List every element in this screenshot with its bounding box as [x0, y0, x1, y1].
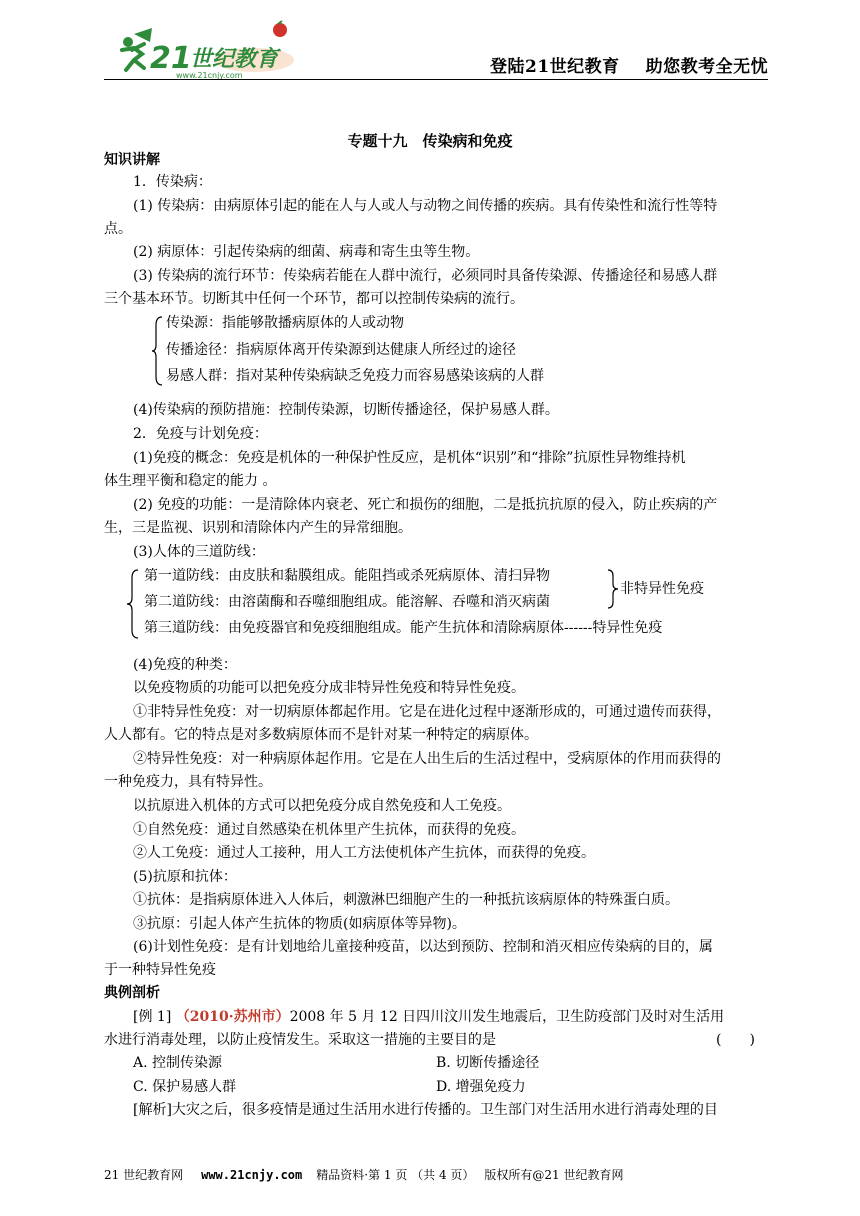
page-title: 专题十九 传染病和免疫: [347, 132, 513, 150]
paragraph-definition-line2: 点。: [104, 221, 132, 237]
logo-text: 世纪教育: [190, 47, 279, 72]
header-divider: [104, 79, 768, 80]
paragraph-artificial-immunity: ②人工免疫：通过人工接种，用人工方法使机体产生抗体，而获得的免疫。: [133, 845, 595, 861]
option-c: C. 保护易感人群: [133, 1079, 237, 1095]
paragraph-antibody: ①抗体：是指病原体进入人体后，刺激淋巴细胞产生的一种抵抗该病原体的特殊蛋白质。: [133, 892, 679, 908]
paragraph-immunity-function-line2: 生，三是监视、识别和清除体内产生的异常细胞。: [104, 520, 412, 536]
paragraph-nonspecific-line1: ①非特异性免疫：对一切病原体都起作用。它是在进化过程中逐渐形成的，可通过遗传而获得，: [133, 704, 721, 720]
paragraph-immunity-function-line1: (2) 免疫的功能：一是清除体内衰老、死亡和损伤的细胞，二是抵抗抗原的侵入，防止疾病的产: [133, 497, 718, 513]
paragraph-prevention: (4)传染病的预防措施：控制传染源，切断传播途径，保护易感人群。: [133, 402, 559, 418]
defense-line-second: 第二道防线：由溶菌酶和吞噬细胞组成。能溶解、吞噬和消灭病菌: [144, 594, 550, 610]
paragraph-immunity-concept-line2: 体生理平衡和稳定的能力 。: [104, 473, 277, 489]
logo-number: 21: [150, 41, 192, 76]
example-1-source: （2010·苏州市）: [175, 1009, 290, 1025]
option-a: A. 控制传染源: [133, 1055, 223, 1071]
left-brace-icon: [126, 568, 140, 640]
nonspecific-immunity-label: 非特异性免疫: [620, 581, 704, 597]
runner-logo-icon: [104, 20, 294, 82]
paragraph-immunity-types-intro: 以免疫物质的功能可以把免疫分成非特异性免疫和特异性免疫。: [133, 680, 525, 696]
footer-left: 21 世纪教育网: [104, 1168, 184, 1182]
option-b: B. 切断传播途径: [436, 1055, 540, 1071]
paragraph-planned-immunity-line2: 于一种特异性免疫: [104, 962, 216, 978]
paragraph-planned-immunity-line1: (6)计划性免疫：是有计划地给儿童接种疫苗，以达到预防、控制和消灭相应传染病的目的，属: [133, 939, 713, 955]
paragraph-immunity-heading: 2．免疫与计划免疫：: [133, 426, 268, 442]
paragraph-infectious-disease: 1．传染病：: [133, 174, 212, 190]
paragraph-antigen: ③抗原：引起人体产生抗体的物质(如病原体等异物)。: [133, 916, 466, 932]
defense-line-third: 第三道防线：由免疫器官和免疫细胞组成。能产生抗体和清除病原体------特异性免疫: [144, 620, 663, 636]
slogan-left: 登陆21世纪教育: [490, 57, 620, 77]
example-1-text: 2008 年 5 月 12 日四川汶川发生地震后，卫生防疫部门及时对生活用: [289, 1009, 725, 1025]
paragraph-pathogen: (2) 病原体：引起传染病的细菌、病毒和寄生虫等生物。: [133, 244, 480, 260]
example-1-line1: [133, 1007, 724, 1027]
paragraph-immunity-types: (4)免疫的种类：: [133, 657, 237, 673]
header-slogan: [490, 52, 768, 77]
footer-page-info: 精品资料·第 1 页 （共 4 页）: [316, 1168, 475, 1182]
section-heading-examples: 典例剖析: [104, 985, 160, 1001]
example-1-line2: 水进行消毒处理，以防止疫情发生。采取这一措施的主要目的是: [104, 1032, 496, 1048]
paragraph-specific-line2: 一种免疫力，具有特异性。: [104, 774, 272, 790]
example-1-prefix: [例 1]: [133, 1009, 172, 1025]
paragraph-nonspecific-line2: 人人都有。它的特点是对多数病原体而不是针对某一种特定的病原体。: [104, 727, 538, 743]
paragraph-definition-line1: (1) 传染病：由病原体引起的能在人与人或人与动物之间传播的疾病。具有传染性和流行性等特: [133, 198, 718, 214]
left-brace-icon: [152, 315, 164, 387]
analysis-text: [解析]大灾之后，很多疫情是通过生活用水进行传播的。卫生部门对生活用水进行消毒处理的目: [133, 1102, 718, 1118]
section-heading-knowledge: 知识讲解: [104, 152, 160, 168]
logo-url: www.21cnjy.com: [176, 71, 243, 80]
site-logo: [104, 20, 294, 82]
brace-item-route: 传播途径：指病原体离开传染源到达健康人所经过的途径: [166, 342, 516, 358]
page-footer: [104, 1166, 624, 1183]
brace-item-susceptible: 易感人群：指对某种传染病缺乏免疫力而容易感染该病的人群: [166, 368, 544, 384]
paragraph-epidemic-links-line1: (3) 传染病的流行环节：传染病若能在人群中流行，必须同时具备传染源、传播途径和易感人群: [133, 268, 718, 284]
right-brace-icon: [607, 568, 619, 610]
footer-copyright: 版权所有@21 世纪教育网: [484, 1168, 624, 1182]
paragraph-antigen-antibody: (5)抗原和抗体：: [133, 869, 237, 885]
defense-line-first: 第一道防线：由皮肤和黏膜组成。能阻挡或杀死病原体、清扫异物: [144, 568, 550, 584]
paragraph-antigen-entry: 以抗原进入机体的方式可以把免疫分成自然免疫和人工免疫。: [133, 798, 511, 814]
paragraph-epidemic-links-line2: 三个基本环节。切断其中任何一个环节，都可以控制传染病的流行。: [104, 291, 524, 307]
paragraph-immunity-concept-line1: (1)免疫的概念：免疫是机体的一种保护性反应，是机体“识别”和“排除”抗原性异物维持机: [133, 450, 686, 466]
option-d: D. 增强免疫力: [436, 1079, 526, 1095]
slogan-right: 助您教考全无忧: [645, 57, 769, 77]
brace-item-source: 传染源：指能够散播病原体的人或动物: [166, 315, 404, 331]
answer-paren: ( ): [716, 1032, 755, 1048]
paragraph-natural-immunity: ①自然免疫：通过自然感染在机体里产生抗体，而获得的免疫。: [133, 822, 525, 838]
paragraph-specific-line1: ②特异性免疫：对一种病原体起作用。它是在人出生后的生活过程中，受病原体的作用而获得的: [133, 751, 721, 767]
footer-site-link[interactable]: www.21cnjy.com: [201, 1168, 303, 1182]
paragraph-three-defenses: (3)人体的三道防线：: [133, 544, 265, 560]
